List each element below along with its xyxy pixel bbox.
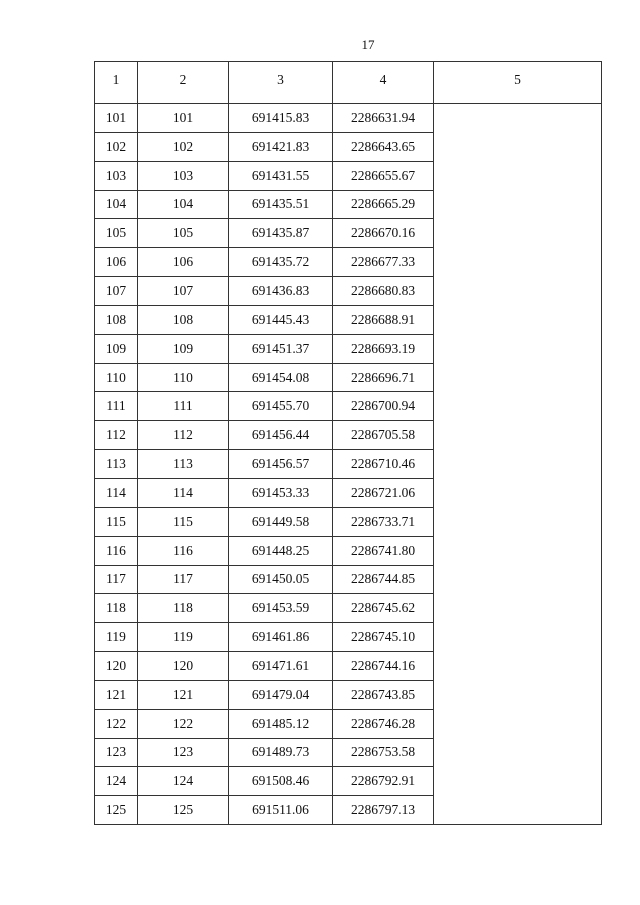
point-id-cell: 117 [138,565,229,594]
x-coordinate-cell: 691455.70 [229,392,333,421]
point-number-cell: 110 [95,363,138,392]
point-number-cell: 113 [95,450,138,479]
header-row [95,62,602,104]
point-id-cell: 121 [138,680,229,709]
x-coordinate-cell: 691485.12 [229,709,333,738]
point-number-cell: 116 [95,536,138,565]
point-id-cell: 102 [138,132,229,161]
y-coordinate-cell: 2286696.71 [333,363,434,392]
point-id-cell: 104 [138,190,229,219]
x-coordinate-cell: 691511.06 [229,796,333,825]
point-id-cell: 101 [138,104,229,133]
y-coordinate-cell: 2286733.71 [333,507,434,536]
x-coordinate-cell: 691489.73 [229,738,333,767]
point-number-cell: 118 [95,594,138,623]
y-coordinate-cell: 2286741.80 [333,536,434,565]
y-coordinate-cell: 2286655.67 [333,161,434,190]
point-number-cell: 117 [95,565,138,594]
y-coordinate-cell: 2286688.91 [333,305,434,334]
x-coordinate-cell: 691415.83 [229,104,333,133]
x-coordinate-cell: 691445.43 [229,305,333,334]
x-coordinate-cell: 691421.83 [229,132,333,161]
x-coordinate-cell: 691456.57 [229,450,333,479]
point-id-cell: 125 [138,796,229,825]
point-id-cell: 111 [138,392,229,421]
y-coordinate-cell: 2286680.83 [333,277,434,306]
y-coordinate-cell: 2286665.29 [333,190,434,219]
y-coordinate-cell: 2286705.58 [333,421,434,450]
point-number-cell: 119 [95,623,138,652]
y-coordinate-cell: 2286797.13 [333,796,434,825]
y-coordinate-cell: 2286792.91 [333,767,434,796]
point-number-cell: 123 [95,738,138,767]
point-number-cell: 121 [95,680,138,709]
point-number-cell: 120 [95,652,138,681]
notes-cell [434,104,602,825]
point-number-cell: 111 [95,392,138,421]
x-coordinate-cell: 691448.25 [229,536,333,565]
x-coordinate-cell: 691454.08 [229,363,333,392]
point-id-cell: 112 [138,421,229,450]
x-coordinate-cell: 691461.86 [229,623,333,652]
table-row [95,104,602,133]
table-body [95,104,602,825]
point-number-cell: 109 [95,334,138,363]
page-number: 17 [361,37,375,52]
point-number-cell: 104 [95,190,138,219]
column-header-1: 1 [95,62,138,104]
point-number-cell: 112 [95,421,138,450]
point-number-cell: 125 [95,796,138,825]
y-coordinate-cell: 2286746.28 [333,709,434,738]
y-coordinate-cell: 2286710.46 [333,450,434,479]
y-coordinate-cell: 2286643.65 [333,132,434,161]
y-coordinate-cell: 2286631.94 [333,104,434,133]
y-coordinate-cell: 2286743.85 [333,680,434,709]
y-coordinate-cell: 2286744.16 [333,652,434,681]
y-coordinate-cell: 2286744.85 [333,565,434,594]
column-header-4: 4 [333,62,434,104]
point-number-cell: 106 [95,248,138,277]
point-id-cell: 106 [138,248,229,277]
point-id-cell: 120 [138,652,229,681]
point-number-cell: 124 [95,767,138,796]
point-id-cell: 122 [138,709,229,738]
point-id-cell: 107 [138,277,229,306]
column-header-3: 3 [229,62,333,104]
x-coordinate-cell: 691436.83 [229,277,333,306]
point-id-cell: 124 [138,767,229,796]
x-coordinate-cell: 691435.51 [229,190,333,219]
point-number-cell: 115 [95,507,138,536]
table-header [95,62,602,104]
point-id-cell: 116 [138,536,229,565]
point-id-cell: 110 [138,363,229,392]
x-coordinate-cell: 691508.46 [229,767,333,796]
point-id-cell: 115 [138,507,229,536]
y-coordinate-cell: 2286745.10 [333,623,434,652]
x-coordinate-cell: 691456.44 [229,421,333,450]
y-coordinate-cell: 2286670.16 [333,219,434,248]
point-id-cell: 118 [138,594,229,623]
y-coordinate-cell: 2286677.33 [333,248,434,277]
x-coordinate-cell: 691435.87 [229,219,333,248]
column-header-5: 5 [434,62,602,104]
point-id-cell: 105 [138,219,229,248]
point-number-cell: 103 [95,161,138,190]
point-number-cell: 107 [95,277,138,306]
coordinates-table [94,61,602,825]
point-number-cell: 114 [95,478,138,507]
point-number-cell: 105 [95,219,138,248]
x-coordinate-cell: 691453.33 [229,478,333,507]
y-coordinate-cell: 2286753.58 [333,738,434,767]
x-coordinate-cell: 691451.37 [229,334,333,363]
y-coordinate-cell: 2286700.94 [333,392,434,421]
x-coordinate-cell: 691449.58 [229,507,333,536]
x-coordinate-cell: 691450.05 [229,565,333,594]
x-coordinate-cell: 691471.61 [229,652,333,681]
x-coordinate-cell: 691435.72 [229,248,333,277]
point-id-cell: 114 [138,478,229,507]
point-id-cell: 109 [138,334,229,363]
y-coordinate-cell: 2286721.06 [333,478,434,507]
point-number-cell: 122 [95,709,138,738]
x-coordinate-cell: 691431.55 [229,161,333,190]
point-id-cell: 108 [138,305,229,334]
point-number-cell: 102 [95,132,138,161]
point-number-cell: 108 [95,305,138,334]
y-coordinate-cell: 2286693.19 [333,334,434,363]
point-id-cell: 103 [138,161,229,190]
point-id-cell: 119 [138,623,229,652]
x-coordinate-cell: 691453.59 [229,594,333,623]
x-coordinate-cell: 691479.04 [229,680,333,709]
point-id-cell: 123 [138,738,229,767]
point-number-cell: 101 [95,104,138,133]
y-coordinate-cell: 2286745.62 [333,594,434,623]
point-id-cell: 113 [138,450,229,479]
column-header-2: 2 [138,62,229,104]
